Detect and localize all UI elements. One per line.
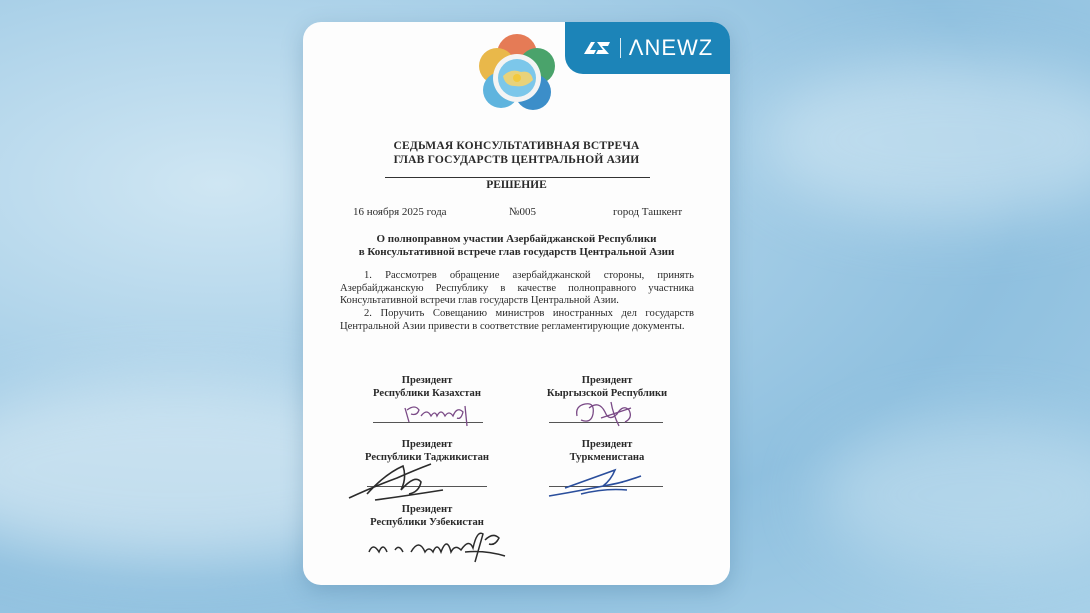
- anewz-logo-icon: [582, 38, 612, 58]
- signature-tajikistan: [345, 460, 455, 504]
- document-card: [303, 22, 730, 585]
- summit-emblem-icon: [473, 32, 561, 120]
- document-title-line1: СЕДЬМАЯ КОНСУЛЬТАТИВНАЯ ВСТРЕЧА: [393, 140, 640, 152]
- subject-line2: в Консультативной встрече глав государств Центральной Азии: [358, 246, 675, 258]
- signatory-country: Кыргызской Республики: [546, 388, 668, 399]
- document-title-line2: ГЛАВ ГОСУДАРСТВ ЦЕНТРАЛЬНОЙ АЗИИ: [393, 154, 640, 166]
- background-wave: [760, 60, 1090, 220]
- brand-separator: [620, 38, 621, 58]
- signatory-title: Президент: [401, 504, 453, 515]
- signatory-title: Президент: [401, 439, 453, 450]
- brand-badge: [565, 22, 730, 74]
- signatory-title: Президент: [581, 439, 633, 450]
- signatory-country: Республики Узбекистан: [370, 517, 484, 528]
- signatory-country: Республики Таджикистан: [365, 452, 489, 463]
- signatory-country: Республики Казахстан: [373, 388, 481, 399]
- title-divider: [385, 177, 650, 178]
- document-heading: РЕШЕНИЕ: [486, 179, 547, 191]
- document-place: город Ташкент: [613, 206, 683, 218]
- signatory-country: Туркменистана: [569, 452, 645, 463]
- background-wave: [820, 420, 1090, 570]
- document-number: №005: [509, 206, 536, 218]
- paragraph-2: 2. Поручить Совещанию министров иностранных дел государств Центральной Азии привести в соответствие регламентирующие документы.: [340, 308, 694, 332]
- signature-kazakhstan: [401, 398, 481, 428]
- subject-line1: О полноправном участии Азербайджанской Республики: [376, 233, 657, 245]
- signature-kyrgyzstan: [571, 394, 641, 430]
- signatory-title: Президент: [401, 375, 453, 386]
- signatory-title: Президент: [581, 375, 633, 386]
- paragraph-1: 1. Рассмотрев обращение азербайджанской стороны, принять Азербайджанскую Республику в качестве полноправного участника Консультативной встречи глав государств Центральной Азии.: [340, 270, 694, 307]
- document-date: 16 ноября 2025 года: [353, 206, 447, 218]
- signature-uzbekistan: [365, 522, 515, 572]
- signature-turkmenistan: [545, 462, 645, 502]
- brand-name: ΛNEWZ: [628, 35, 714, 60]
